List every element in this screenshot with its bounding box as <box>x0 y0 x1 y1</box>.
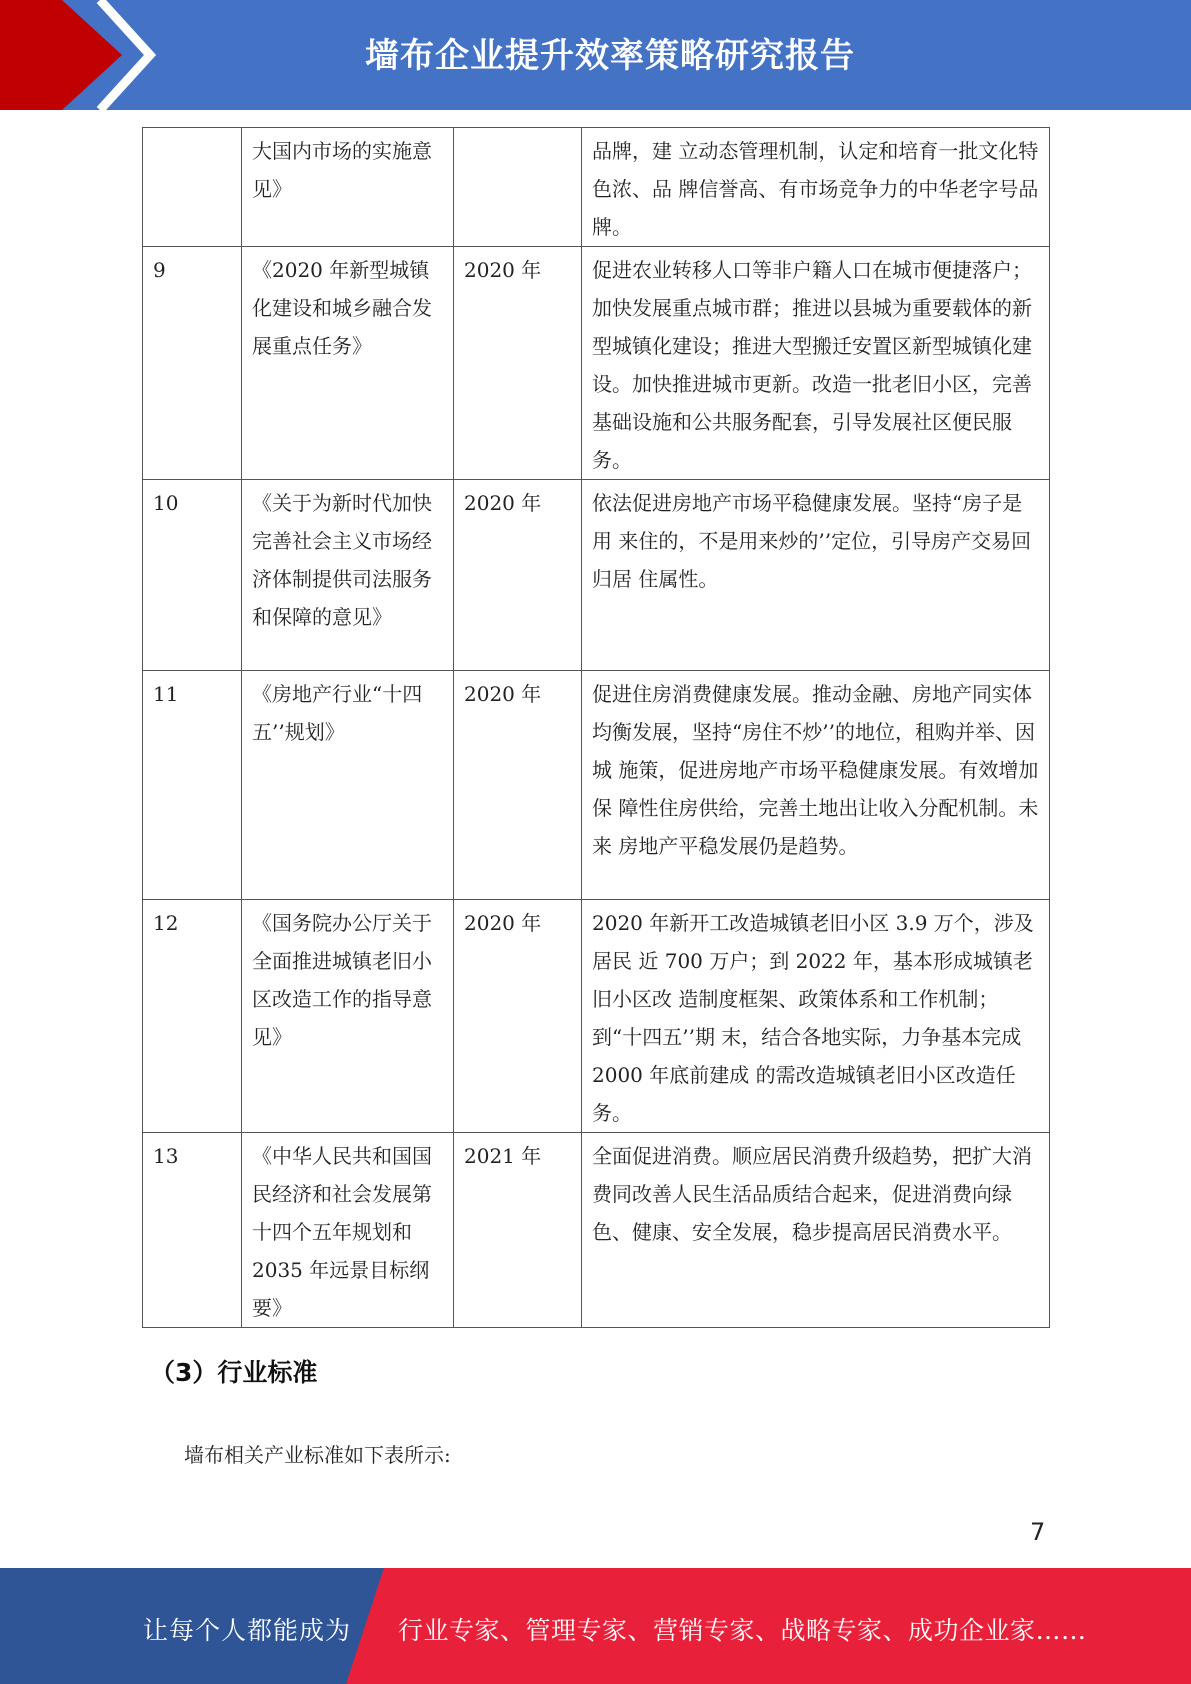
row-number-cell: 12 <box>143 900 242 1133</box>
policy-description-cell: 促进住房消费健康发展。推动金融、房地产同实体 均衡发展，坚持“房住不炒’’的地位，租购并举、因城 施策，促进房地产市场平稳健康发展。有效增加保 障性住房供给，完善土地出让收入分配机制。未来 房地产平稳发展仍是趋势。 <box>582 671 1050 900</box>
row-number-cell: 10 <box>143 480 242 671</box>
row-number-cell: 9 <box>143 247 242 480</box>
policy-description-cell: 2020 年新开工改造城镇老旧小区 3.9 万个，涉及居民 近 700 万户；到 2022 年，基本形成城镇老旧小区改 造制度框架、政策体系和工作机制；到“十四五’’期 末，结合各地实际，力争基本完成 2000 年底前建成 的需改造城镇老旧小区改造任务。 <box>582 900 1050 1133</box>
page-footer <box>0 1568 1191 1684</box>
row-number-cell <box>143 128 242 247</box>
table-row <box>143 1133 1050 1328</box>
policy-year-cell: 2020 年 <box>454 900 582 1133</box>
table-row <box>143 247 1050 480</box>
page-number: 7 <box>1030 1518 1046 1546</box>
policy-description-cell: 促进农业转移人口等非户籍人口在城市便捷落户； 加快发展重点城市群；推进以县城为重要载体的新 型城镇化建设；推进大型搬迁安置区新型城镇化建 设。加快推进城市更新。改造一批老旧小区，完善 基础设施和公共服务配套，引导发展社区便民服 务。 <box>582 247 1050 480</box>
policy-name-cell: 《关于为新时代加快完善社会主义市场经济体制提供司法服务和保障的意见》 <box>242 480 454 671</box>
section-heading: （3）行业标准 <box>150 1358 318 1387</box>
footer-slogan-right: 行业专家、管理专家、营销专家、战略专家、成功企业家…… <box>398 1616 1087 1645</box>
table-row <box>143 480 1050 671</box>
section-intro-text: 墙布相关产业标准如下表所示: <box>184 1443 451 1467</box>
policy-year-cell: 2020 年 <box>454 671 582 900</box>
policy-name-cell: 《国务院办公厅关于全面推进城镇老旧小区改造工作的指导意见》 <box>242 900 454 1133</box>
policy-description-cell: 品牌，建 立动态管理机制，认定和培育一批文化特色浓、品 牌信誉高、有市场竞争力的中华老字号品牌。 <box>582 128 1050 247</box>
footer-slogan-left: 让每个人都能成为 <box>143 1616 352 1645</box>
policy-year-cell: 2021 年 <box>454 1133 582 1328</box>
table-row <box>143 900 1050 1133</box>
report-title: 墙布企业提升效率策略研究报告 <box>365 36 855 76</box>
policy-description-cell: 全面促进消费。顺应居民消费升级趋势，把扩大消 费同改善人民生活品质结合起来，促进消费向绿 色、健康、安全发展，稳步提高居民消费水平。 <box>582 1133 1050 1328</box>
row-number-cell: 13 <box>143 1133 242 1328</box>
policy-table <box>142 127 1050 1328</box>
policy-year-cell: 2020 年 <box>454 247 582 480</box>
policy-year-cell: 2020 年 <box>454 480 582 671</box>
policy-name-cell: 《房地产行业“十四五’’规划》 <box>242 671 454 900</box>
page-header <box>0 0 1191 110</box>
table-row <box>143 671 1050 900</box>
policy-name-cell: 《中华人民共和国国民经济和社会发展第十四个五年规划和 2035 年远景目标纲要》 <box>242 1133 454 1328</box>
table-row <box>143 128 1050 247</box>
policy-year-cell <box>454 128 582 247</box>
policy-name-cell: 大国内市场的实施意见》 <box>242 128 454 247</box>
row-number-cell: 11 <box>143 671 242 900</box>
policy-description-cell: 依法促进房地产市场平稳健康发展。坚持“房子是用 来住的，不是用来炒的’’定位，引导房产交易回归居 住属性。 <box>582 480 1050 671</box>
policy-name-cell: 《2020 年新型城镇化建设和城乡融合发展重点任务》 <box>242 247 454 480</box>
